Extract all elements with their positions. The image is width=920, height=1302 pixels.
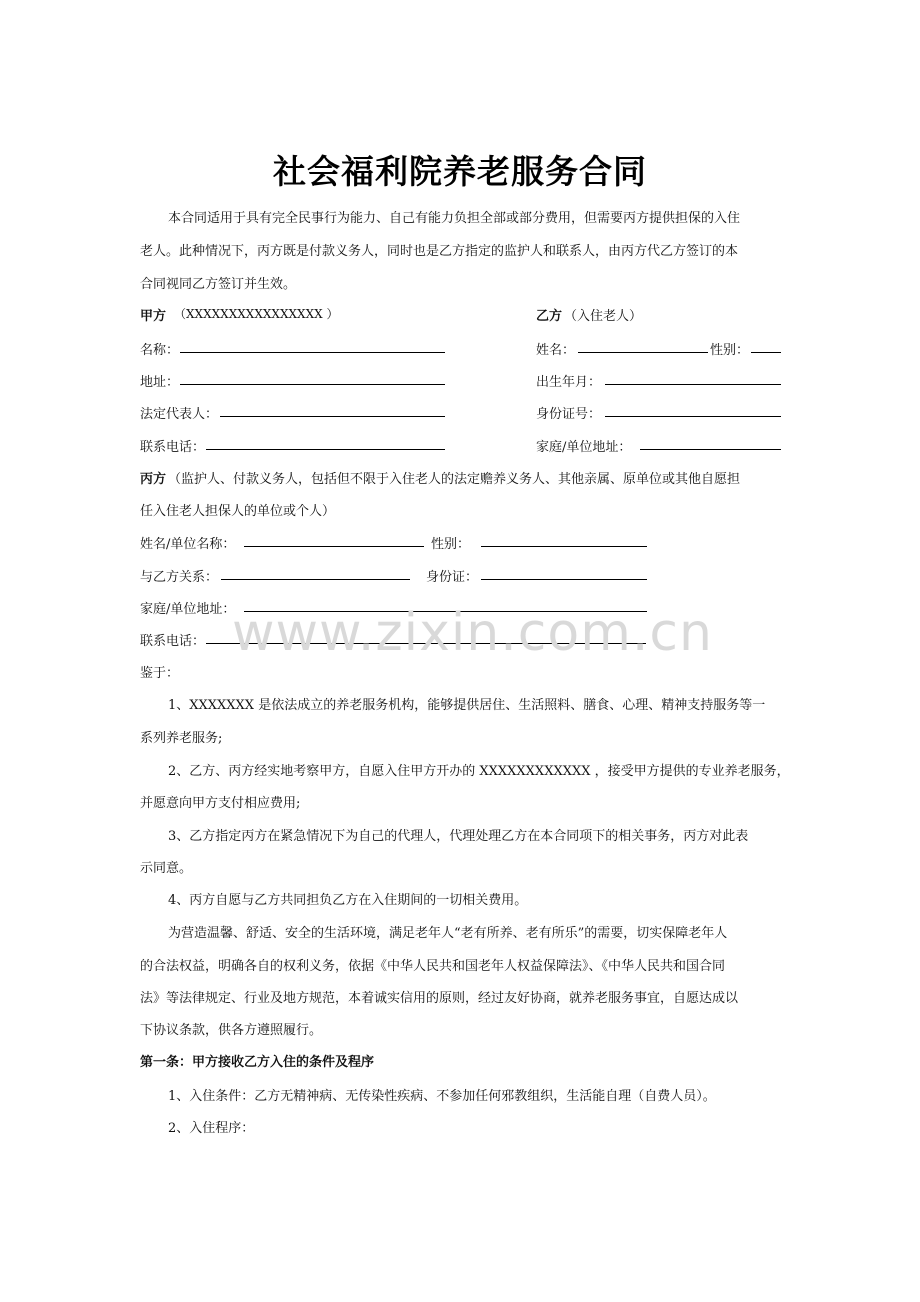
party-a-address-field[interactable] [180,384,445,385]
party-b-gender-label: 性别： [710,343,750,358]
party-c-name-label: 姓名/单位名称： [140,537,236,552]
party-c-relation-field[interactable] [221,579,410,580]
party-c-name-field[interactable] [244,546,424,547]
party-c-desc-1: （监护人、付款义务人，包括但不限于入住老人的法定赡养义务人、其他亲属、原单位或其他自愿担 [168,472,741,487]
party-a-name-field[interactable] [180,352,445,353]
party-b-sub: （入住老人） [564,309,643,324]
party-a-rep-label: 法定代表人： [140,407,219,422]
recital-1-line-1: 1、XXXXXXX 是依法成立的养老服务机构，能够提供居住、生活照料、膳食、心理、精神支持服务等一 [168,698,766,713]
party-a-address-label: 地址： [140,375,180,390]
article-1-item-2: 2、入住程序： [168,1121,255,1136]
document-title: 社会福利院养老服务合同 [273,152,647,191]
party-b-birth-label: 出生年月： [536,375,602,390]
article-1-heading: 第一条：甲方接收乙方入住的条件及程序 [140,1055,375,1070]
party-c-id-field[interactable] [481,579,647,580]
party-c-gender-field[interactable] [481,546,647,547]
intro-line-3: 合同视同乙方签订并生效。 [140,277,297,292]
recital-2-line-2: 并愿意向甲方支付相应费用; [140,796,301,811]
party-c-id-label: 身份证： [426,570,479,585]
party-a-phone-label: 联系电话： [140,440,206,455]
party-b-id-label: 身份证号： [536,407,602,422]
party-a-placeholder: （XXXXXXXXXXXXXXXX ） [174,307,339,321]
party-a-phone-field[interactable] [206,449,445,450]
purpose-line-4: 下协议条款，供各方遵照履行。 [140,1023,323,1038]
intro-line-1: 本合同适用于具有完全民事行为能力、自己有能力负担全部或部分费用，但需要丙方提供担保的入住 [168,211,741,226]
recital-3-line-1: 3、乙方指定丙方在紧急情况下为自己的代理人，代理处理乙方在本合同项下的相关事务，丙方对此表 [168,829,749,844]
party-b-label: 乙方 [536,309,563,324]
recital-3-line-2: 示同意。 [140,861,193,876]
party-b-id-field[interactable] [605,416,781,417]
party-a-rep-field[interactable] [220,416,445,417]
party-a-label: 甲方 [140,309,167,324]
recitals-label: 鉴于： [140,666,180,681]
party-c-phone-label: 联系电话： [140,634,206,649]
party-b-birth-field[interactable] [605,384,781,385]
party-b-address-label: 家庭/单位地址： [536,440,632,455]
party-c-desc-2: 任入住老人担保人的单位或个人） [140,504,336,519]
party-c-gender-label: 性别： [431,537,471,552]
party-b-name-field[interactable] [578,352,708,353]
recital-4: 4、丙方自愿与乙方共同担负乙方在入住期间的一切相关费用。 [168,893,528,908]
party-c-address-label: 家庭/单位地址： [140,602,236,617]
purpose-line-1: 为营造温馨、舒适、安全的生活环境，满足老年人“老有所养、老有所乐”的需要，切实保障老年人 [168,926,728,941]
party-c-label: 丙方 [140,472,167,487]
party-b-address-field[interactable] [640,449,781,450]
article-1-item-1: 1、入住条件：乙方无精神病、无传染性疾病、不参加任何邪教组织，生活能自理（自费人员）。 [168,1089,716,1104]
party-b-name-label: 姓名： [536,343,576,358]
recital-2-line-1: 2、乙方、丙方经实地考察甲方，自愿入住甲方开办的 XXXXXXXXXXXX ，接受甲方提供的专业养老服务， [168,764,790,779]
party-c-relation-label: 与乙方关系： [140,570,219,585]
intro-line-2: 老人。此种情况下，丙方既是付款义务人，同时也是乙方指定的监护人和联系人，由丙方代乙方签订的本 [140,244,739,259]
purpose-line-2: 的合法权益，明确各自的权利义务，依据《中华人民共和国老年人权益保障法》、《中华人民共和国合同 [140,959,726,974]
watermark: www.zixin.com.cn [232,603,713,663]
purpose-line-3: 法》等法律规定、行业及地方规范，本着诚实信用的原则，经过友好协商，就养老服务事宜，自愿达成以 [140,991,739,1006]
party-a-name-label: 名称： [140,343,180,358]
recital-1-line-2: 系列养老服务; [140,731,223,746]
party-b-gender-field[interactable] [751,352,781,353]
